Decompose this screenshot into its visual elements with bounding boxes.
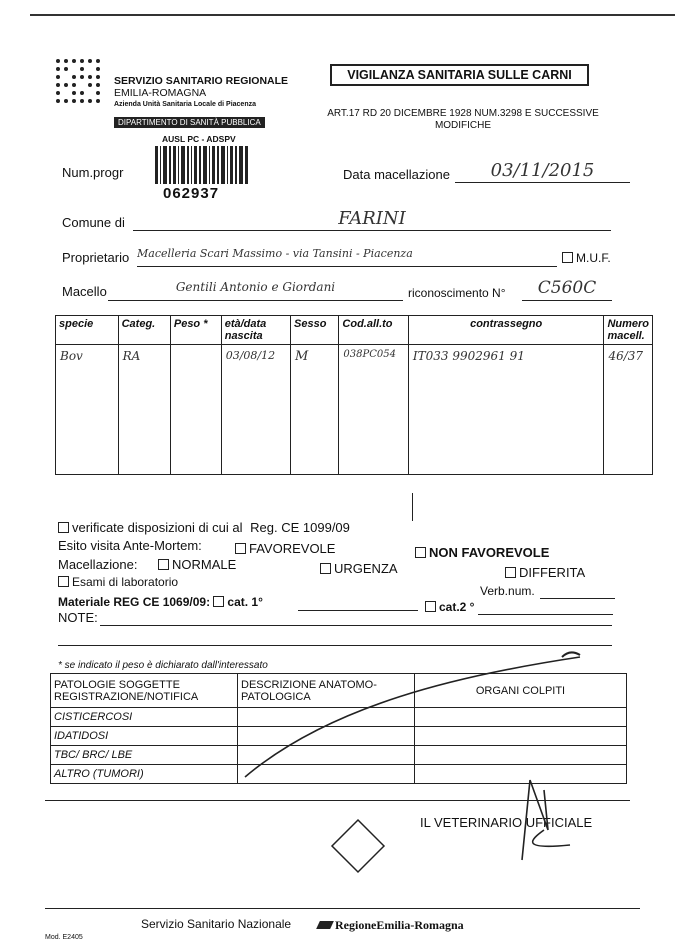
cell-contrassegno: IT033 9902961 91: [408, 345, 604, 475]
cat2-label: cat.2 °: [439, 600, 475, 614]
comune-label: Comune di: [62, 215, 125, 230]
verb-num-label: Verb.num.: [480, 584, 535, 598]
form-title: VIGILANZA SANITARIA SULLE CARNI: [330, 64, 589, 86]
data-macellazione-label: Data macellazione: [343, 167, 450, 182]
diamond-icon: [330, 818, 386, 874]
pathology-header-patologie: PATOLOGIE SOGGETTE REGISTRAZIONE/NOTIFICA: [51, 674, 238, 708]
non-favorevole-checkbox[interactable]: [415, 547, 426, 558]
riconoscimento-value: C560C: [522, 278, 612, 301]
org-line1: SERVIZIO SANITARIO REGIONALE: [114, 75, 289, 87]
differita-checkbox[interactable]: [505, 567, 516, 578]
org-line3: Azienda Unità Sanitaria Locale di Piacenza: [114, 101, 256, 108]
pathology-row-label: CISTICERCOSI: [51, 708, 238, 727]
note-line-1[interactable]: [100, 625, 612, 626]
verificate-checkbox[interactable]: [58, 522, 69, 533]
cat1-label: cat. 1°: [227, 595, 263, 609]
proprietario-value: Macelleria Scari Massimo - via Tansini - Piacenza: [137, 247, 557, 267]
mod-label: Mod. E2405: [45, 934, 83, 941]
barcode-icon: [155, 146, 250, 184]
note-label: NOTE:: [58, 610, 98, 625]
pathology-header-organi: ORGANI COLPITI: [415, 674, 627, 708]
department-badge: DIPARTIMENTO DI SANITÀ PUBBLICA: [114, 117, 265, 128]
comune-value: FARINI: [133, 208, 611, 231]
header-sesso: Sesso: [291, 316, 339, 345]
materiale-label: Materiale REG CE 1069/09:: [58, 595, 211, 609]
header-categ: Categ.: [118, 316, 170, 345]
cancel-stroke-icon: [240, 645, 610, 785]
cell-eta: 03/08/12: [221, 345, 290, 475]
cell-numero-macell: 46/37: [604, 345, 653, 475]
top-rule: [30, 14, 675, 16]
header-eta: età/data nascita: [221, 316, 290, 345]
muf-checkbox[interactable]: [562, 252, 573, 263]
macellazione-label: Macellazione:: [58, 557, 138, 572]
header-peso: Peso *: [170, 316, 221, 345]
favorevole-label: FAVOREVOLE: [249, 541, 336, 556]
muf-label: M.U.F.: [576, 251, 611, 265]
table-row: [56, 345, 653, 475]
normale-label: NORMALE: [172, 557, 237, 572]
reg-label: Reg. CE 1099/09: [250, 520, 350, 535]
footer-rule: [45, 908, 640, 909]
cell-cod-allto: 038PC054: [339, 345, 408, 475]
regione-label: RegioneEmilia-Romagna: [335, 918, 464, 932]
cell-sesso: M: [291, 345, 339, 475]
cell-peso: [170, 345, 221, 475]
normale-checkbox[interactable]: [158, 559, 169, 570]
pathology-header-descrizione: DESCRIZIONE ANATOMO-PATOLOGICA: [238, 674, 415, 708]
macello-label: Macello: [62, 284, 107, 299]
riconoscimento-label: riconoscimento N°: [408, 286, 506, 300]
proprietario-label: Proprietario: [62, 250, 130, 265]
veterinario-label: IL VETERINARIO UFFICIALE: [420, 815, 593, 830]
verb-num-field[interactable]: [540, 598, 615, 599]
ausl-logo-icon: [54, 57, 104, 107]
org-line2: EMILIA-ROMAGNA: [114, 87, 207, 99]
num-progr-label: Num.progr: [62, 165, 124, 180]
favorevole-checkbox[interactable]: [235, 543, 246, 554]
cat2-field[interactable]: [478, 614, 613, 615]
pathology-row-label: TBC/ BRC/ LBE: [51, 746, 238, 765]
cat2-checkbox[interactable]: [425, 601, 436, 612]
urgenza-label: URGENZA: [334, 561, 398, 576]
ausl-code: AUSL PC - ADSPV: [162, 134, 236, 144]
esami-checkbox[interactable]: [58, 576, 69, 587]
cat1-checkbox[interactable]: [213, 596, 224, 607]
vertical-mark: [412, 493, 413, 521]
barcode-number: 062937: [163, 185, 220, 202]
ssn-label: Servizio Sanitario Nazionale: [141, 917, 292, 931]
cell-categ: RA: [118, 345, 170, 475]
differita-label: DIFFERITA: [519, 565, 586, 580]
non-favorevole-label: NON FAVOREVOLE: [429, 545, 550, 560]
verificate-label: verificate disposizioni di cui al: [72, 520, 243, 535]
header-contrassegno: contrassegno: [408, 316, 604, 345]
pathology-row-label: IDATIDOSI: [51, 727, 238, 746]
header-cod-allto: Cod.all.to: [339, 316, 408, 345]
pathology-row-label: ALTRO (TUMORI): [51, 765, 238, 784]
header-specie: specie: [56, 316, 119, 345]
esito-label: Esito visita Ante-Mortem:: [58, 538, 202, 553]
regione-flag-icon: [316, 921, 334, 929]
cat1-field[interactable]: [298, 610, 418, 611]
urgenza-checkbox[interactable]: [320, 563, 331, 574]
data-macellazione-value: 03/11/2015: [455, 160, 630, 183]
header-numero-macell: Numero macell.: [604, 316, 653, 345]
peso-footnote: * se indicato il peso è dichiarato dall'interessato: [58, 660, 268, 671]
cell-specie: Bov: [56, 345, 119, 475]
law-reference: ART.17 RD 20 DICEMBRE 1928 NUM.3298 E SUCCESSIVE MODIFICHE: [327, 108, 599, 131]
animal-table: [55, 315, 653, 475]
macello-value: Gentili Antonio e Giordani: [108, 280, 403, 301]
signature-icon: [500, 770, 590, 865]
esami-label: Esami di laboratorio: [72, 575, 179, 589]
